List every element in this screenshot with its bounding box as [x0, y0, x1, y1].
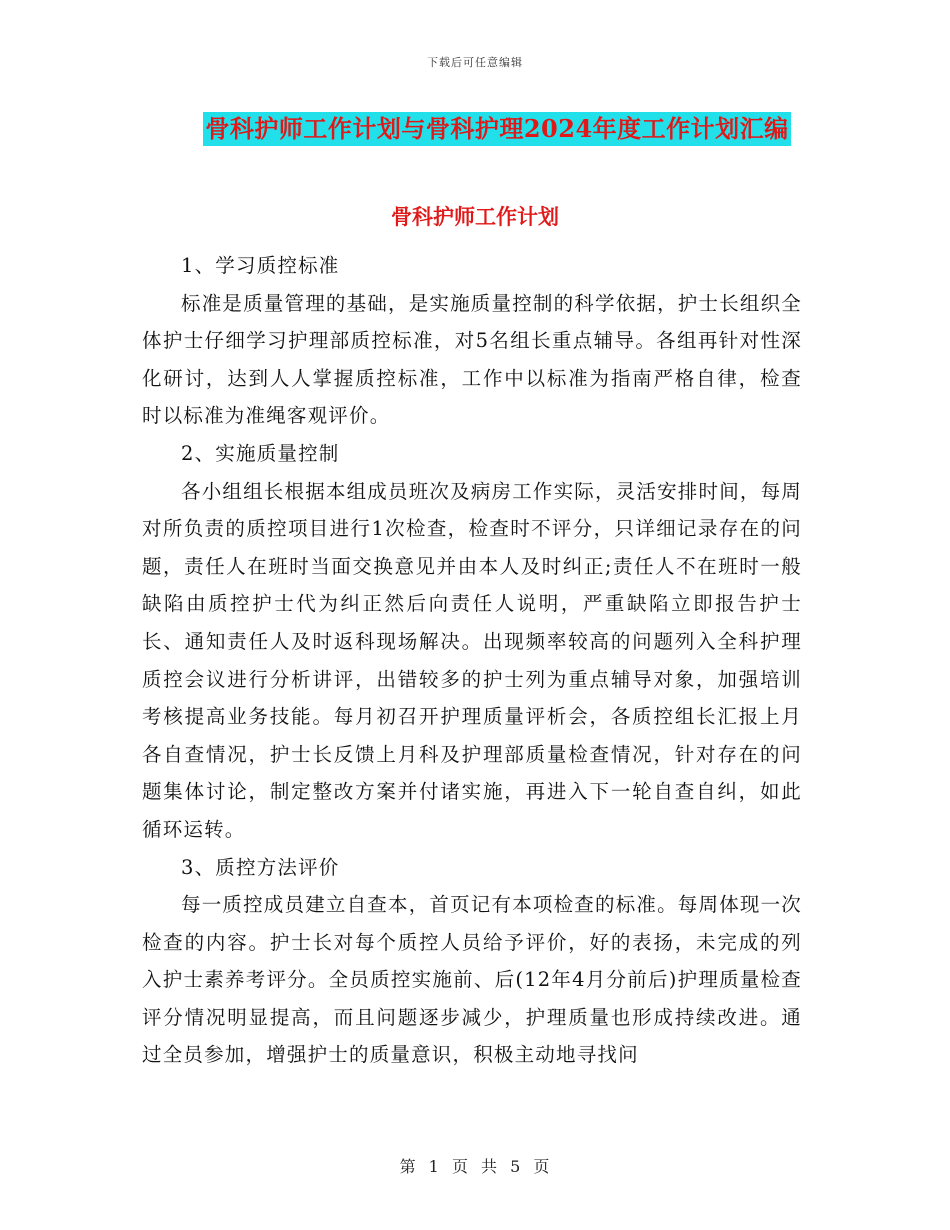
document-main-title: 骨科护师工作计划与骨科护理2024年度工作计划汇编 — [203, 112, 790, 146]
page-number-footer: 第 1 页 共 5 页 — [399, 1157, 551, 1176]
paragraph-quality-control: 各小组组长根据本组成员班次及病房工作实际，灵活安排时间，每周对所负责的质控项目进行1次检查，检查时不评分，只详细记录存在的问题，责任人在班时当面交换意见并由本人及时纠正;责任人不在班时一般缺陷由质控护士代为纠正然后向责任人说明，严重缺陷立即报告护士长、通知责任人及时返科现场解决。出现频率较高的问题列入全科护理质控会议进行分析讲评，出错较多的护士列为重点辅导对象，加强培训考核提高业务技能。每月初召开护理质量评析会，各质控组长汇报上月各自查情况，护士长反馈上月科及护理部质量检查情况，针对存在的问题集体讨论，制定整改方案并付诸实施，再进入下一轮自查自纠，如此循环运转。 — [142, 479, 803, 841]
document-body — [142, 247, 802, 1074]
heading-study-standards: 1、学习质控标准 — [181, 254, 340, 277]
page-header-note: 下载后可任意编辑 — [427, 56, 523, 69]
paragraph-method-evaluation: 每一质控成员建立自查本，首页记有本项检查的标准。每周体现一次检查的内容。护士长对每个质控人员给予评价，好的表扬，未完成的列入护士素养考评分。全员质控实施前、后(12年4月分前后)护理质量检查评分情况明显提高，而且问题逐步减少，护理质量也形成持续改进。通过全员参加，增强护士的质量意识，积极主动地寻找问 — [142, 893, 803, 1067]
heading-quality-control: 2、实施质量控制 — [181, 441, 340, 465]
main-title-container — [0, 112, 950, 146]
paragraph-study-standards: 标准是质量管理的基础，是实施质量控制的科学依据，护士长组织全体护士仔细学习护理部质控标准，对5名组长重点辅导。各组再针对性深化研讨，达到人人掌握质控标准，工作中以标准为指南严格自律，检查时以标准为准绳客观评价。 — [142, 291, 803, 428]
heading-method-evaluation: 3、质控方法评价 — [181, 855, 340, 879]
section-title: 骨科护师工作计划 — [391, 204, 559, 229]
